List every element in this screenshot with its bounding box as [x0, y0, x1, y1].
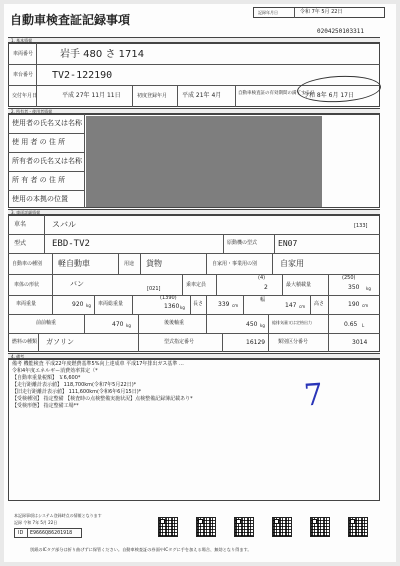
class-no-value: 3014 — [352, 339, 368, 346]
id-label: ID — [18, 530, 24, 536]
qr-code-4 — [272, 517, 292, 537]
qr-code-2 — [196, 517, 216, 537]
body-value: バン — [70, 280, 84, 288]
length-value: 339 — [218, 301, 230, 308]
kind-label: 自動車の種別 — [12, 261, 43, 267]
height-unit: cm — [362, 303, 369, 308]
issue-date-box — [253, 7, 385, 18]
issue-date-label: 記録年月日 — [258, 10, 278, 15]
redaction-block — [86, 116, 322, 207]
fuel-label: 燃料の種類 — [12, 339, 38, 345]
remark-line-5: 【旧走行距離計表示値】 111,600km(令和6年6月15日)* — [12, 389, 142, 395]
chassis-label: 車台番号 — [13, 72, 34, 78]
qr-code-6 — [348, 517, 368, 537]
length-unit: cm — [232, 303, 239, 308]
weight-label: 車両重量 — [16, 301, 37, 307]
section-vehicle-title: 3. 車両詳細情報 — [11, 209, 41, 215]
owner-row-user-address: 使 用 者 の 住 所 — [12, 138, 66, 146]
section-remarks-title: 4. 備考 — [11, 353, 25, 359]
maxload-unit: kg — [366, 286, 371, 291]
length-label: 長さ — [193, 301, 204, 307]
owner-row-base-location: 使用の本拠の位置 — [12, 195, 68, 203]
rear-axle-unit: kg — [260, 323, 265, 328]
capacity-label: 乗車定員 — [186, 282, 207, 288]
class-no-label: 類別区分番号 — [278, 339, 309, 345]
qr-code-5 — [310, 517, 330, 537]
document-title: 自動車検査証記録事項 — [10, 13, 131, 27]
model-label: 型式 — [14, 240, 27, 247]
disp-unit: L — [362, 323, 365, 328]
owner-row-user-name: 使用者の氏名又は名称 — [12, 119, 82, 127]
qr-code-3 — [234, 517, 254, 537]
footer-note-2: 記録 令和 7年 5月 22日 — [14, 520, 58, 525]
width-unit: cm — [299, 304, 306, 309]
first-reg-label: 初度登録年月 — [137, 93, 168, 99]
height-label: 高さ — [314, 301, 325, 307]
reg-no-value: 岩手 480 さ 1714 — [60, 49, 145, 60]
engine-label: 原動機の型式 — [227, 240, 258, 246]
qr-code-1 — [158, 517, 178, 537]
width-value: 147 — [285, 302, 297, 309]
remark-line-3: 【自動車重量税額】 ￥6,600* — [12, 375, 81, 381]
owner-row-owner-name: 所有者の氏名又は名称 — [12, 157, 82, 165]
handwritten-mark: 7 — [302, 377, 325, 414]
maker-label: 車名 — [14, 221, 27, 228]
first-reg-value: 平成 21年 4月 — [182, 92, 222, 99]
issue-date: 令和 7年 5月 22日 — [300, 9, 343, 15]
maker-code: [133] — [354, 223, 368, 229]
type-no-label: 型式指定番号 — [164, 339, 195, 345]
capacity-sub: (4) — [258, 275, 266, 281]
gross-sub: (1390) — [160, 294, 177, 301]
front-axle-value: 470 — [112, 321, 124, 328]
owner-row-owner-address: 所 有 者 の 住 所 — [12, 176, 66, 184]
section-basic-info-title: 1. 基本情報 — [11, 37, 33, 43]
fuel-value: ガソリン — [46, 338, 74, 346]
remark-line-7: 【受検形態】 指定整備工場** — [12, 403, 79, 409]
body-label: 車体の形状 — [14, 282, 40, 288]
reg-no-label: 車両番号 — [13, 51, 34, 57]
height-value: 190 — [348, 301, 360, 308]
maxload-sub: (250) — [342, 275, 356, 281]
use-label: 用途 — [124, 261, 135, 267]
type-no-value: 16129 — [246, 339, 266, 346]
front-axle-unit: kg — [126, 323, 131, 328]
remark-line-4: 【走行距離計表示値】 118,700km(令和7年5月22日)* — [12, 382, 137, 388]
footer-bottom-note: 別紙のICタグ部分は折り曲げずに保管ください。自動車検査証の券面やICタグに手を加える場合、無効となり得ます。 — [30, 547, 252, 552]
document-number: 0204250103311 — [317, 28, 364, 35]
use-value: 貨物 — [146, 259, 162, 268]
private-value: 自家用 — [280, 259, 304, 268]
gross-unit: kg — [180, 305, 185, 310]
weight-value: 920 — [72, 301, 84, 308]
maxload-value: 350 — [348, 284, 360, 291]
issue-date-label-2: 交付年月日 — [12, 93, 38, 99]
remark-line-1: 備考 機能検査 平成22年度燃費基準5%向上達成車 平成17年排出ガス基準 ... — [12, 361, 184, 367]
id-value: E9666Q86201918 — [30, 530, 73, 536]
gross-value: 1360 — [164, 303, 180, 310]
maker-value: スバル — [52, 220, 76, 229]
issue-date-value: 平成 27年 11月 11日 — [62, 92, 121, 99]
engine-value: EN07 — [278, 239, 298, 248]
kind-value: 軽自動車 — [58, 259, 90, 268]
private-label: 自家用・事業用の別 — [212, 261, 258, 267]
weight-unit: kg — [86, 303, 91, 308]
model-value: EBD-TV2 — [52, 239, 90, 249]
disp-label: 総排気量又は定格出力 — [272, 320, 312, 325]
chassis-value: TV2-122190 — [52, 70, 113, 81]
disp-value: 0.65 — [344, 321, 358, 328]
capacity-value: 2 — [264, 284, 268, 291]
section-owner-title: 2. 所有者・使用者情報 — [11, 108, 53, 114]
gross-label: 車両総重量 — [98, 301, 124, 307]
body-code: [021] — [147, 286, 161, 292]
id-box — [14, 528, 82, 538]
expiry-value: 令和 8年 6月 17日 — [303, 92, 354, 99]
remark-line-2: 令和4年度エネルギー消費効率算定（* — [12, 368, 98, 374]
rear-axle-label: 後後軸重 — [164, 320, 185, 326]
footer-note-1: 本記録事項はシステム登録時点の情報となります — [14, 513, 102, 518]
maxload-label: 最大積載量 — [286, 282, 312, 288]
rear-axle-value: 450 — [246, 321, 258, 328]
expiry-label: 自動車検査証の有効期間の満了する日 — [238, 91, 315, 96]
width-label: 幅 — [260, 297, 266, 303]
front-axle-label: 前前軸重 — [36, 320, 57, 326]
remark-line-6: 【受検種別】 指定整備 【検査時の点検整備実施状況】点検整備記録簿記載あり* — [12, 396, 193, 402]
